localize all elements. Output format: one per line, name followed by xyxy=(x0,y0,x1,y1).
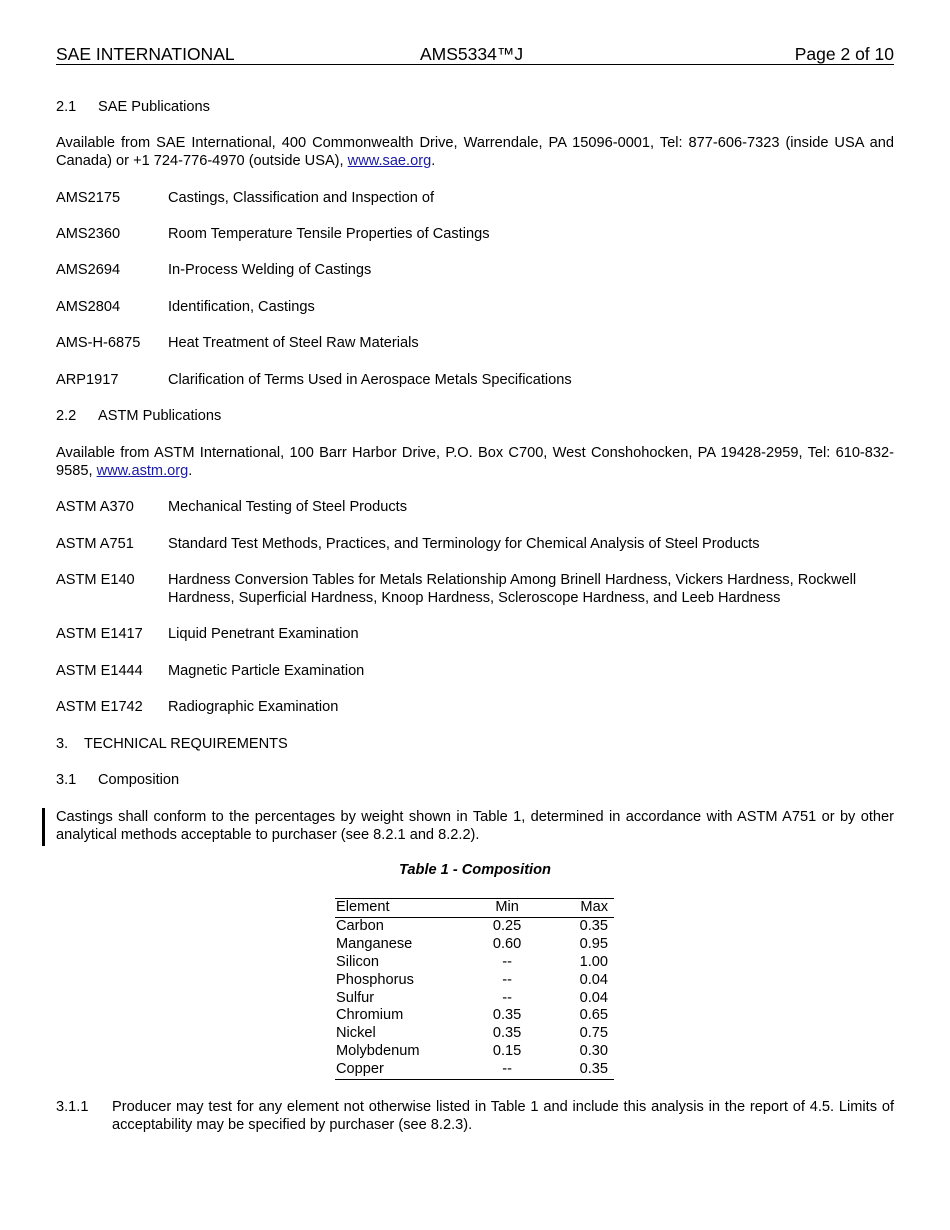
table-row xyxy=(335,936,614,954)
ref-code: AMS2360 xyxy=(56,226,121,242)
table-row xyxy=(335,1007,614,1025)
ref-title: Hardness Conversion Tables for Metals Relationship Among Brinell Hardness, Vickers Hardness, Rockwell Hardness, Superficial Hardness, Knoop Hardness, Scleroscope Hardness, and Leeb Hardness xyxy=(168,572,857,606)
table-row xyxy=(335,954,614,972)
element-cell: Nickel xyxy=(336,1025,376,1042)
composition-table xyxy=(335,898,614,1080)
table-1-caption: Table 1 - Composition xyxy=(399,862,551,878)
min-cell: -- xyxy=(502,953,512,970)
header-page-number: Page 2 of 10 xyxy=(794,44,894,64)
ref-title: Liquid Penetrant Examination xyxy=(168,626,359,642)
min-cell: -- xyxy=(502,989,512,1006)
element-cell: Copper xyxy=(335,1061,478,1079)
ref-title: In-Process Welding of Castings xyxy=(168,262,372,278)
column-header-element: Element xyxy=(335,899,478,918)
element-cell: Phosphorus xyxy=(336,971,414,988)
change-bar xyxy=(42,808,45,846)
element-cell: Sulfur xyxy=(336,989,375,1006)
ref-title: Mechanical Testing of Steel Products xyxy=(168,499,408,515)
table-row xyxy=(335,1043,614,1061)
ref-title: Room Temperature Tensile Properties of Castings xyxy=(168,226,490,242)
ref-title: Heat Treatment of Steel Raw Materials xyxy=(168,335,419,351)
ref-code: ASTM E1444 xyxy=(56,663,143,679)
table-row xyxy=(335,990,614,1008)
section-3-1-1-text: Producer may test for any element not otherwise listed in Table 1 and include this analysis in the report of 4.5. Limits of acceptability may be specified by purchaser (see 8.2.3). xyxy=(112,1099,894,1133)
column-header-max: Max xyxy=(536,899,614,918)
min-cell: 0.60 xyxy=(492,935,522,952)
element-cell: Chromium xyxy=(336,1007,404,1024)
element-cell: Silicon xyxy=(336,953,379,970)
table-row xyxy=(335,1025,614,1043)
max-cell: 0.35 xyxy=(579,917,608,934)
max-cell: 0.04 xyxy=(579,971,608,988)
astm-website-link[interactable]: www.astm.org xyxy=(96,463,189,479)
sae-website-link[interactable]: www.sae.org xyxy=(347,153,432,169)
section-3-1-title: Composition xyxy=(98,772,180,788)
column-header-min: Min xyxy=(478,899,536,918)
max-cell: 0.35 xyxy=(536,1061,614,1079)
ref-code: AMS2175 xyxy=(56,190,121,206)
ref-title: Clarification of Terms Used in Aerospace Metals Specifications xyxy=(168,372,572,388)
table-row xyxy=(335,972,614,990)
ref-code: ASTM E1417 xyxy=(56,626,143,642)
min-cell: 0.35 xyxy=(492,1025,522,1042)
max-cell: 1.00 xyxy=(579,953,608,970)
min-cell: -- xyxy=(478,1061,536,1079)
section-3-number: 3. xyxy=(56,736,69,752)
table-row xyxy=(335,917,614,935)
ref-title: Identification, Castings xyxy=(168,299,315,315)
max-cell: 0.30 xyxy=(579,1043,608,1060)
composition-paragraph: Castings shall conform to the percentages by weight shown in Table 1, determined in accordance with ASTM A751 or by other analytical methods acceptable to purchaser (see 8.2.1 and 8.2.2). xyxy=(56,809,894,843)
max-cell: 0.75 xyxy=(579,1025,608,1042)
section-3-1-number: 3.1 xyxy=(56,772,77,788)
sae-availability-text: Available from SAE International, 400 Commonwealth Drive, Warrendale, PA 15096-0001, Tel: 877-606-7323 (inside USA and Canada) or +1 724-776-4970 (outside USA), xyxy=(56,135,894,169)
ref-title: Magnetic Particle Examination xyxy=(168,663,365,679)
section-2-1-title: SAE Publications xyxy=(98,99,210,115)
min-cell: 0.15 xyxy=(492,1043,522,1060)
ref-title: Standard Test Methods, Practices, and Terminology for Chemical Analysis of Steel Products xyxy=(168,536,760,552)
ref-title: Radiographic Examination xyxy=(168,699,339,715)
section-2-2-title: ASTM Publications xyxy=(98,408,222,424)
ref-title: Castings, Classification and Inspection of xyxy=(168,190,435,206)
element-cell: Molybdenum xyxy=(336,1043,420,1060)
ref-code: ASTM A370 xyxy=(56,499,134,515)
ref-code: ASTM E1742 xyxy=(56,699,143,715)
max-cell: 0.95 xyxy=(579,935,608,952)
table-header-row xyxy=(335,899,614,918)
section-3-1-1-number: 3.1.1 xyxy=(56,1099,89,1115)
header-org: SAE INTERNATIONAL xyxy=(56,44,235,64)
element-cell: Manganese xyxy=(336,935,413,952)
header-doc-id: AMS5334™J xyxy=(420,44,524,64)
ref-code: ASTM A751 xyxy=(56,536,134,552)
section-2-2-number: 2.2 xyxy=(56,408,77,424)
ref-code: AMS-H-6875 xyxy=(56,335,141,351)
ref-code: AMS2694 xyxy=(56,262,121,278)
element-cell: Carbon xyxy=(336,917,384,934)
min-cell: 0.25 xyxy=(492,917,522,934)
ref-code: ASTM E140 xyxy=(56,572,135,588)
ref-code: AMS2804 xyxy=(56,299,121,315)
astm-availability-paragraph: Available from ASTM International, 100 Barr Harbor Drive, P.O. Box C700, West Conshohocken, PA 19428-2959, Tel: 610-832-9585, www.astm.org. xyxy=(56,445,894,479)
table-row xyxy=(335,1061,614,1079)
sae-availability-paragraph: Available from SAE International, 400 Commonwealth Drive, Warrendale, PA 15096-0001, Tel: 877-606-7323 (inside USA and Canada) or +1 724-776-4970 (outside USA), www.sae.org. xyxy=(56,135,894,169)
ref-code: ARP1917 xyxy=(56,372,119,388)
page-header xyxy=(56,44,894,65)
min-cell: -- xyxy=(502,971,512,988)
section-3-title: TECHNICAL REQUIREMENTS xyxy=(84,736,288,752)
min-cell: 0.35 xyxy=(492,1007,522,1024)
section-2-1-number: 2.1 xyxy=(56,99,77,115)
max-cell: 0.04 xyxy=(579,989,608,1006)
max-cell: 0.65 xyxy=(579,1007,608,1024)
astm-availability-text: Available from ASTM International, 100 Barr Harbor Drive, P.O. Box C700, West Conshohocken, PA 19428-2959, Tel: 610-832-9585, xyxy=(56,445,894,479)
